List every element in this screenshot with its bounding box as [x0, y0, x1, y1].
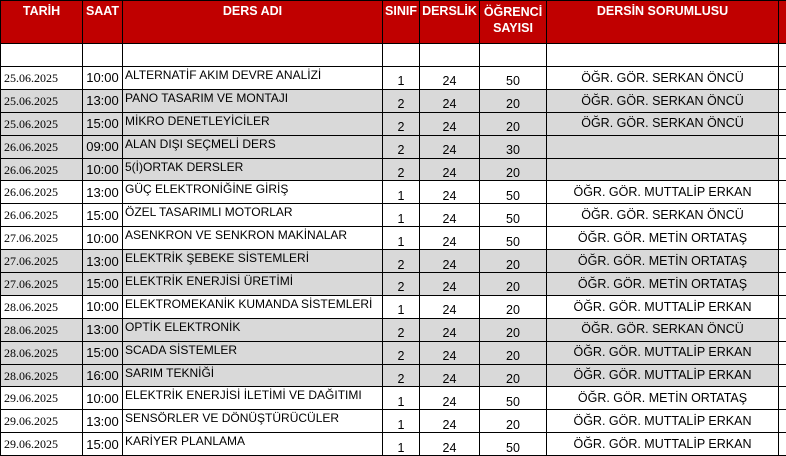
cell-responsible: ÖĞR. GÖR. MUTTALİP ERKAN: [547, 364, 779, 387]
cell-students: 20: [480, 250, 547, 273]
cell-course: KARİYER PLANLAMA: [123, 433, 383, 456]
cell-time: 13:00: [83, 250, 123, 273]
cell-time: 13:00: [83, 89, 123, 112]
cell-date: 29.06.2025: [1, 387, 83, 410]
table-row: [1, 273, 786, 296]
cell-students: 20: [480, 295, 547, 318]
cell-extra: [779, 227, 786, 250]
cell-extra: [779, 135, 786, 158]
cell-extra: [779, 158, 786, 181]
cell-responsible: ÖĞR. GÖR. METİN ORTATAŞ: [547, 273, 779, 296]
cell-course: ALAN DIŞI SEÇMELİ DERS: [123, 135, 383, 158]
cell-date: 29.06.2025: [1, 410, 83, 433]
cell-date: 27.06.2025: [1, 273, 83, 296]
cell-course: OPTİK ELEKTRONİK: [123, 318, 383, 341]
table-row: [1, 135, 786, 158]
cell-class: 1: [383, 295, 420, 318]
header-extra: [779, 1, 786, 44]
cell-course: ELEKTROMEKANİK KUMANDA SİSTEMLERİ: [123, 295, 383, 318]
cell-time: 15:00: [83, 433, 123, 456]
table-row: [1, 204, 786, 227]
cell-students: 30: [480, 135, 547, 158]
cell-responsible: ÖĞR. GÖR. SERKAN ÖNCÜ: [547, 67, 779, 90]
cell-responsible: ÖĞR. GÖR. MUTTALİP ERKAN: [547, 341, 779, 364]
cell-students: 20: [480, 318, 547, 341]
cell-extra: [779, 341, 786, 364]
cell-course: ALTERNATİF AKIM DEVRE ANALİZİ: [123, 67, 383, 90]
cell-students: 50: [480, 181, 547, 204]
cell-class: 2: [383, 158, 420, 181]
header-responsible: DERSİN SORUMLUSU: [547, 1, 779, 44]
cell-date: 26.06.2025: [1, 181, 83, 204]
cell-date: 27.06.2025: [1, 250, 83, 273]
cell-course: ASENKRON VE SENKRON MAKİNALAR: [123, 227, 383, 250]
cell-date: 28.06.2025: [1, 318, 83, 341]
spacer-row: [1, 44, 786, 67]
cell-room: 24: [420, 204, 480, 227]
cell-room: 24: [420, 273, 480, 296]
cell-extra: [779, 295, 786, 318]
cell-responsible: [547, 135, 779, 158]
cell-students: 20: [480, 112, 547, 135]
table-row: [1, 250, 786, 273]
cell-room: 24: [420, 410, 480, 433]
table-row: [1, 433, 786, 456]
cell-date: 28.06.2025: [1, 341, 83, 364]
cell-class: 2: [383, 273, 420, 296]
cell-time: 10:00: [83, 67, 123, 90]
cell-class: 2: [383, 135, 420, 158]
cell-date: 26.06.2025: [1, 135, 83, 158]
cell-room: 24: [420, 250, 480, 273]
header-course: DERS ADI: [123, 1, 383, 44]
cell-class: 2: [383, 112, 420, 135]
cell-course: ELEKTRİK ŞEBEKE SİSTEMLERİ: [123, 250, 383, 273]
cell-extra: [779, 112, 786, 135]
cell-time: 13:00: [83, 318, 123, 341]
cell-time: 15:00: [83, 341, 123, 364]
cell-extra: [779, 181, 786, 204]
cell-class: 2: [383, 318, 420, 341]
cell-room: 24: [420, 295, 480, 318]
cell-class: 2: [383, 364, 420, 387]
cell-class: 1: [383, 387, 420, 410]
cell-students: 50: [480, 433, 547, 456]
cell-students: 20: [480, 89, 547, 112]
cell-extra: [779, 89, 786, 112]
cell-room: 24: [420, 112, 480, 135]
cell-responsible: ÖĞR. GÖR. SERKAN ÖNCÜ: [547, 204, 779, 227]
cell-responsible: ÖĞR. GÖR. MUTTALİP ERKAN: [547, 410, 779, 433]
cell-students: 50: [480, 387, 547, 410]
cell-time: 13:00: [83, 181, 123, 204]
cell-extra: [779, 273, 786, 296]
cell-extra: [779, 433, 786, 456]
header-students: [480, 1, 547, 44]
cell-time: 09:00: [83, 135, 123, 158]
table-row: [1, 341, 786, 364]
cell-time: 15:00: [83, 112, 123, 135]
table-row: [1, 67, 786, 90]
cell-room: 24: [420, 433, 480, 456]
cell-responsible: ÖĞR. GÖR. MUTTALİP ERKAN: [547, 433, 779, 456]
cell-students: 20: [480, 341, 547, 364]
cell-course: ELEKTRİK ENERJİSİ İLETİMİ VE DAĞITIMI: [123, 387, 383, 410]
cell-date: 25.06.2025: [1, 89, 83, 112]
cell-date: 28.06.2025: [1, 364, 83, 387]
cell-time: 15:00: [83, 204, 123, 227]
cell-responsible: ÖĞR. GÖR. METİN ORTATAŞ: [547, 227, 779, 250]
header-students-line2: SAYISI: [480, 19, 546, 37]
cell-room: 24: [420, 227, 480, 250]
cell-class: 1: [383, 67, 420, 90]
cell-room: 24: [420, 318, 480, 341]
cell-course: PANO TASARIM VE MONTAJI: [123, 89, 383, 112]
cell-room: 24: [420, 181, 480, 204]
cell-course: 5(İ)ORTAK DERSLER: [123, 158, 383, 181]
table-row: [1, 112, 786, 135]
cell-class: 2: [383, 341, 420, 364]
header-room: DERSLİK: [420, 1, 480, 44]
table-row: [1, 158, 786, 181]
cell-responsible: ÖĞR. GÖR. SERKAN ÖNCÜ: [547, 89, 779, 112]
cell-responsible: ÖĞR. GÖR. SERKAN ÖNCÜ: [547, 112, 779, 135]
cell-course: SCADA SİSTEMLER: [123, 341, 383, 364]
table-row: [1, 89, 786, 112]
cell-course: SENSÖRLER VE DÖNÜŞTÜRÜCÜLER: [123, 410, 383, 433]
cell-class: 2: [383, 250, 420, 273]
header-row: [1, 1, 786, 44]
cell-room: 24: [420, 89, 480, 112]
cell-room: 24: [420, 364, 480, 387]
cell-responsible: [547, 158, 779, 181]
cell-responsible: ÖĞR. GÖR. MUTTALİP ERKAN: [547, 181, 779, 204]
cell-room: 24: [420, 67, 480, 90]
cell-responsible: ÖĞR. GÖR. METİN ORTATAŞ: [547, 387, 779, 410]
cell-class: 1: [383, 227, 420, 250]
cell-date: 27.06.2025: [1, 227, 83, 250]
cell-extra: [779, 250, 786, 273]
cell-extra: [779, 204, 786, 227]
header-date: TARİH: [1, 1, 83, 44]
cell-course: MİKRO DENETLEYİCİLER: [123, 112, 383, 135]
cell-date: 29.06.2025: [1, 433, 83, 456]
cell-class: 2: [383, 89, 420, 112]
table-row: [1, 364, 786, 387]
cell-course: SARIM TEKNİĞİ: [123, 364, 383, 387]
table-row: [1, 181, 786, 204]
cell-room: 24: [420, 341, 480, 364]
cell-responsible: ÖĞR. GÖR. METİN ORTATAŞ: [547, 250, 779, 273]
cell-time: 10:00: [83, 227, 123, 250]
table-row: [1, 410, 786, 433]
cell-room: 24: [420, 135, 480, 158]
cell-time: 16:00: [83, 364, 123, 387]
cell-students: 20: [480, 273, 547, 296]
table-row: [1, 318, 786, 341]
cell-time: 15:00: [83, 273, 123, 296]
cell-date: 28.06.2025: [1, 295, 83, 318]
cell-extra: [779, 67, 786, 90]
cell-room: 24: [420, 158, 480, 181]
table-row: [1, 387, 786, 410]
cell-course: GÜÇ ELEKTRONİĞİNE GİRİŞ: [123, 181, 383, 204]
cell-students: 50: [480, 204, 547, 227]
cell-extra: [779, 318, 786, 341]
cell-time: 10:00: [83, 295, 123, 318]
cell-course: ÖZEL TASARIMLI MOTORLAR: [123, 204, 383, 227]
cell-students: 20: [480, 158, 547, 181]
cell-responsible: ÖĞR. GÖR. SERKAN ÖNCÜ: [547, 318, 779, 341]
header-class: SINIF: [383, 1, 420, 44]
cell-course: ELEKTRİK ENERJİSİ ÜRETİMİ: [123, 273, 383, 296]
cell-time: 13:00: [83, 410, 123, 433]
cell-time: 10:00: [83, 158, 123, 181]
cell-class: 1: [383, 204, 420, 227]
cell-extra: [779, 387, 786, 410]
cell-students: 50: [480, 67, 547, 90]
cell-date: 25.06.2025: [1, 67, 83, 90]
table-row: [1, 295, 786, 318]
cell-date: 26.06.2025: [1, 158, 83, 181]
table-row: [1, 227, 786, 250]
cell-date: 26.06.2025: [1, 204, 83, 227]
cell-extra: [779, 364, 786, 387]
cell-time: 10:00: [83, 387, 123, 410]
cell-class: 1: [383, 181, 420, 204]
cell-students: 50: [480, 227, 547, 250]
cell-date: 25.06.2025: [1, 112, 83, 135]
cell-extra: [779, 410, 786, 433]
header-time: SAAT: [83, 1, 123, 44]
cell-responsible: ÖĞR. GÖR. MUTTALİP ERKAN: [547, 295, 779, 318]
cell-class: 1: [383, 410, 420, 433]
cell-room: 24: [420, 387, 480, 410]
header-students-line1: ÖĞRENCİ: [480, 3, 546, 21]
cell-students: 20: [480, 410, 547, 433]
cell-class: 1: [383, 433, 420, 456]
cell-students: 20: [480, 364, 547, 387]
